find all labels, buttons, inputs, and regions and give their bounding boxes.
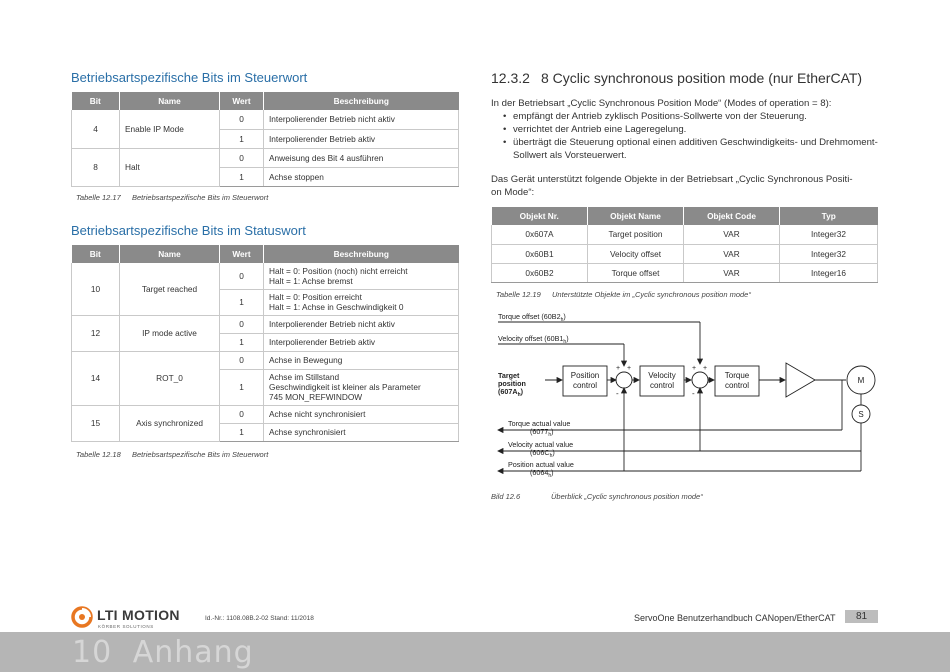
- cell: Integer32: [780, 225, 878, 244]
- intro-text: In der Betriebsart „Cyclic Synchronous Position Mode“ (Modes of operation = 8):: [491, 98, 832, 109]
- minus-sign: -: [616, 389, 619, 398]
- wert-cell: 1: [220, 333, 264, 351]
- desc-cell: Interpolierender Betrieb aktiv: [264, 333, 459, 351]
- position-actual-label-1: Position actual value: [508, 460, 574, 469]
- torque-actual-label-1: Torque actual value: [508, 419, 571, 428]
- caption-text: Betriebsartspezifische Bits im Steuerwort: [132, 450, 269, 459]
- cell: VAR: [684, 225, 780, 244]
- caption-text: Betriebsartspezifische Bits im Steuerwort: [132, 193, 269, 202]
- bullet-list: [491, 110, 881, 162]
- status-word-heading: Betriebsartspezifische Bits im Statuswort: [71, 223, 306, 238]
- col-bit: Bit: [72, 92, 120, 110]
- wert-cell: 1: [220, 423, 264, 441]
- bit-cell: 14: [72, 351, 120, 405]
- desc-cell: Anweisung des Bit 4 ausführen: [264, 148, 459, 167]
- caption-number: Bild 12.6: [491, 492, 521, 501]
- desc-cell: Interpolierender Betrieb nicht aktiv: [264, 315, 459, 333]
- chapter-word: Anhang: [132, 635, 254, 670]
- desc-cell: Achse im Stillstand Geschwindigkeit ist kleiner als Parameter 745 MON_REFWINDOW: [264, 369, 459, 405]
- target-label-3: $(607A_h)$: [498, 387, 524, 398]
- desc-cell: Interpolierender Betrieb nicht aktiv: [264, 110, 459, 129]
- name-cell: Enable IP Mode: [120, 110, 220, 148]
- col-typ: Typ: [780, 207, 878, 225]
- document-id: Id.-Nr.: 1108.08B.2-02 Stand: 11/2018: [205, 615, 314, 622]
- support-line: Das Gerät unterstützt folgende Objekte in der Betriebsart „Cyclic Synchronous Positi-: [491, 174, 853, 185]
- col-wert: Wert: [220, 245, 264, 263]
- wert-cell: 1: [220, 167, 264, 186]
- desc-cell: Achse in Bewegung: [264, 351, 459, 369]
- support-text: [491, 173, 881, 199]
- cell: Target position: [588, 225, 684, 244]
- col-name: Name: [120, 245, 220, 263]
- control-table-caption: [76, 193, 268, 202]
- control-word-table: [71, 92, 459, 187]
- desc-cell: Achse nicht synchronisiert: [264, 405, 459, 423]
- velocity-control-label-2: control: [649, 381, 675, 390]
- sensor-label: S: [858, 410, 864, 419]
- section-title: 8 Cyclic synchronous position mode (nur EtherCAT): [541, 70, 863, 86]
- wert-cell: 0: [220, 148, 264, 167]
- cell: VAR: [684, 263, 780, 282]
- objects-table: [491, 207, 878, 283]
- bit-cell: 10: [72, 263, 120, 315]
- wert-cell: 1: [220, 289, 264, 315]
- desc-cell: Achse stoppen: [264, 167, 459, 186]
- velocity-offset-label: Velocity offset $(60B1_h)$: [498, 334, 569, 345]
- objects-table-caption: [496, 290, 751, 299]
- col-wert: Wert: [220, 92, 264, 110]
- caption-text: Unterstützte Objekte im „Cyclic synchronous position mode“: [552, 290, 751, 299]
- wert-cell: 1: [220, 369, 264, 405]
- velocity-actual-label-2: $(606C_h)$: [530, 448, 555, 459]
- status-table-caption: [76, 450, 268, 459]
- torque-actual-label-2: $(6077_h)$: [530, 427, 554, 438]
- wert-cell: 0: [220, 315, 264, 333]
- position-control-label-2: control: [572, 381, 598, 390]
- col-name: Name: [120, 92, 220, 110]
- wert-cell: 0: [220, 351, 264, 369]
- cell: Integer16: [780, 263, 878, 282]
- position-control-label-1: Position: [570, 371, 600, 380]
- target-label-1: Target: [498, 371, 520, 380]
- figure-caption: [491, 492, 703, 501]
- col-beschreibung: Beschreibung: [264, 92, 459, 110]
- cell: 0x60B2: [492, 263, 588, 282]
- cell: Velocity offset: [588, 244, 684, 263]
- manual-title: ServoOne Benutzerhandbuch CANopen/EtherCAT: [634, 613, 836, 623]
- plus-sign: +: [616, 365, 621, 372]
- intro-block: [491, 97, 881, 162]
- amplifier-triangle: [786, 363, 815, 397]
- col-objekt-name: Objekt Name: [588, 207, 684, 225]
- table-row: [492, 263, 878, 282]
- bit-cell: 4: [72, 110, 120, 148]
- support-line: on Mode“:: [491, 187, 535, 198]
- bit-cell: 8: [72, 148, 120, 186]
- name-cell: IP mode active: [120, 315, 220, 351]
- table-row: [492, 244, 878, 263]
- page-number: 81: [845, 610, 878, 623]
- status-word-table: [71, 245, 459, 442]
- name-cell: Halt: [120, 148, 220, 186]
- name-cell: Target reached: [120, 263, 220, 315]
- torque-offset-label: Torque offset $(60B2_h)$: [498, 312, 566, 323]
- minus-sign: -: [692, 389, 695, 398]
- torque-control-label-2: control: [724, 381, 750, 390]
- caption-number: Tabelle 12.18: [76, 450, 121, 459]
- col-bit: Bit: [72, 245, 120, 263]
- logo-text: LTI MOTION: [97, 607, 180, 623]
- target-label-2: position: [498, 379, 526, 388]
- bit-cell: 12: [72, 315, 120, 351]
- bullet-item: • empfängt der Antrieb zyklisch Positions-Sollwerte von der Steuerung.: [491, 110, 881, 123]
- cyclic-position-diagram: [490, 308, 890, 486]
- wert-cell: 0: [220, 263, 264, 289]
- table-row: [492, 225, 878, 244]
- desc-cell: Interpolierender Betrieb aktiv: [264, 129, 459, 148]
- caption-number: Tabelle 12.17: [76, 193, 121, 202]
- section-heading: [491, 70, 862, 86]
- col-objekt-nr: Objekt Nr.: [492, 207, 588, 225]
- cell: VAR: [684, 244, 780, 263]
- velocity-summing-junction: [616, 372, 632, 388]
- torque-control-label-1: Torque: [724, 371, 750, 380]
- desc-cell: Achse synchronisiert: [264, 423, 459, 441]
- name-cell: Axis synchronized: [120, 405, 220, 441]
- desc-cell: Halt = 0: Position erreicht Halt = 1: Achse in Geschwindigkeit 0: [264, 289, 459, 315]
- section-number: 12.3.2: [491, 70, 530, 86]
- cell: Torque offset: [588, 263, 684, 282]
- cell: Integer32: [780, 244, 878, 263]
- chapter-number: 10: [72, 635, 113, 670]
- bullet-item: • überträgt die Steuerung optional einen additiven Geschwindigkeits- und Drehmoment-Sollwert als Vorsteuerwert.: [491, 136, 881, 162]
- name-cell: ROT_0: [120, 351, 220, 405]
- col-beschreibung: Beschreibung: [264, 245, 459, 263]
- caption-text: Überblick „Cyclic synchronous position mode“: [551, 492, 703, 501]
- chapter-label: [72, 634, 254, 672]
- bullet-item: • verrichtet der Antrieb eine Lageregelung.: [491, 123, 881, 136]
- cell: 0x60B1: [492, 244, 588, 263]
- bit-cell: 15: [72, 405, 120, 441]
- lti-logo-icon: [71, 606, 93, 628]
- torque-summing-junction: [692, 372, 708, 388]
- col-objekt-code: Objekt Code: [684, 207, 780, 225]
- wert-cell: 0: [220, 405, 264, 423]
- plus-sign: +: [692, 365, 697, 372]
- plus-sign: +: [627, 365, 632, 372]
- position-actual-label-2: $(6064_h)$: [530, 468, 554, 479]
- plus-sign: +: [703, 365, 708, 372]
- control-word-heading: Betriebsartspezifische Bits im Steuerwort: [71, 70, 308, 85]
- velocity-control-label-1: Velocity: [648, 371, 676, 380]
- logo-subtext: KÖRBER SOLUTIONS: [98, 624, 154, 629]
- motor-label: M: [857, 376, 865, 385]
- desc-cell: Halt = 0: Position (noch) nicht erreicht Halt = 1: Achse bremst: [264, 263, 459, 289]
- caption-number: Tabelle 12.19: [496, 290, 541, 299]
- velocity-actual-label-1: Velocity actual value: [508, 440, 574, 449]
- cell: 0x607A: [492, 225, 588, 244]
- wert-cell: 1: [220, 129, 264, 148]
- wert-cell: 0: [220, 110, 264, 129]
